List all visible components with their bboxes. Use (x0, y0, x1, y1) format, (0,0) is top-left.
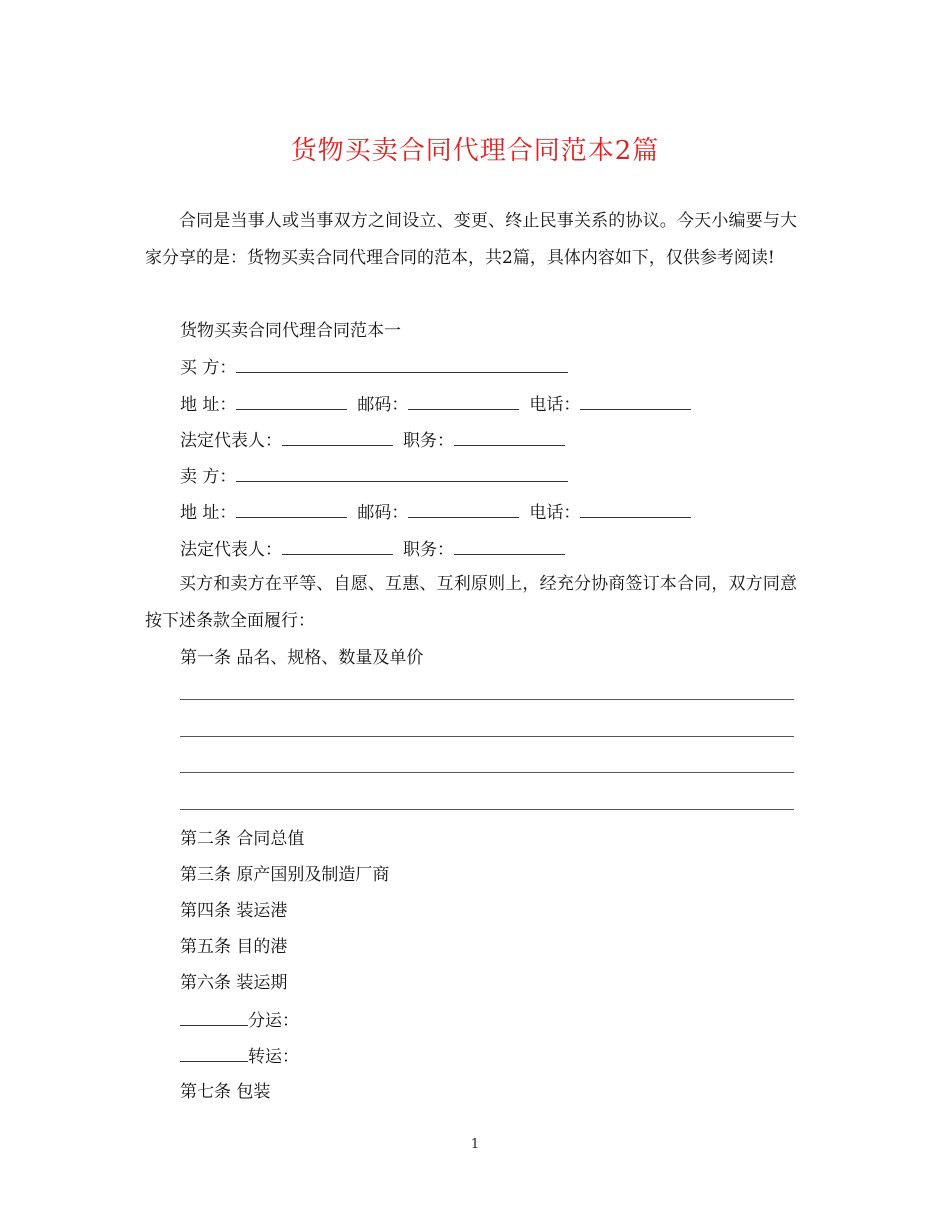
seller-phone-blank[interactable] (580, 501, 691, 518)
buyer-address-blank[interactable] (236, 393, 347, 410)
seller-rep-row (180, 538, 565, 561)
page-number: 1 (470, 1137, 480, 1152)
article-1-blank-line-1[interactable] (180, 699, 794, 700)
seller-postcode-blank[interactable] (408, 501, 519, 518)
buyer-rep-label: 法定代表人： (180, 431, 282, 451)
buyer-phone-blank[interactable] (580, 393, 691, 410)
seller-position-blank[interactable] (454, 538, 565, 555)
buyer-position-label: 职务： (403, 431, 454, 451)
article-2: 第二条 合同总值 (180, 829, 305, 849)
buyer-party-blank[interactable] (236, 356, 568, 373)
seller-rep-blank[interactable] (282, 538, 393, 555)
article-1-blank-line-3[interactable] (180, 772, 794, 773)
article-1: 第一条 品名、规格、数量及单价 (180, 648, 424, 668)
seller-party-blank[interactable] (236, 465, 568, 482)
buyer-rep-row (180, 429, 565, 452)
article-6: 第六条 装运期 (180, 973, 288, 993)
article-1-blank-line-2[interactable] (180, 736, 794, 737)
transshipment-blank[interactable] (180, 1045, 248, 1062)
buyer-rep-blank[interactable] (282, 429, 393, 446)
article-5: 第五条 目的港 (180, 937, 288, 957)
transshipment-row (180, 1045, 299, 1068)
agreement-paragraph: 买方和卖方在平等、自愿、互惠、互利原则上，经充分协商签订本合同，双方同意按下述条款全面履行： (145, 574, 797, 631)
buyer-address-label: 地 址： (180, 395, 237, 415)
sample-heading: 货物买卖合同代理合同范本一 (180, 321, 401, 341)
seller-address-label: 地 址： (180, 503, 237, 523)
article-3: 第三条 原产国别及制造厂商 (180, 865, 390, 885)
seller-contact-row (180, 501, 691, 524)
buyer-party-label: 买 方： (180, 358, 237, 378)
seller-phone-label: 电话： (529, 503, 581, 523)
intro-paragraph: 合同是当事人或当事双方之间设立、变更、终止民事关系的协议。今天小编要与大家分享的是：货物买卖合同代理合同的范本，共2篇，具体内容如下，仅供参考阅读! (145, 211, 797, 268)
transshipment-label: 转运： (248, 1047, 299, 1067)
seller-party-row (180, 465, 568, 488)
seller-position-label: 职务： (403, 540, 454, 560)
partial-shipment-row (180, 1009, 299, 1032)
article-4: 第四条 装运港 (180, 901, 288, 921)
buyer-postcode-blank[interactable] (408, 393, 519, 410)
partial-shipment-label: 分运： (248, 1011, 299, 1031)
buyer-postcode-label: 邮码： (357, 395, 409, 415)
seller-address-blank[interactable] (236, 501, 347, 518)
seller-party-label: 卖 方： (180, 467, 237, 487)
seller-postcode-label: 邮码： (357, 503, 409, 523)
partial-shipment-blank[interactable] (180, 1009, 248, 1026)
seller-rep-label: 法定代表人： (180, 540, 282, 560)
buyer-position-blank[interactable] (454, 429, 565, 446)
article-7: 第七条 包装 (180, 1082, 271, 1102)
document-title: 货物买卖合同代理合同范本2篇 (290, 136, 660, 166)
buyer-phone-label: 电话： (529, 395, 581, 415)
buyer-contact-row (180, 393, 691, 416)
buyer-party-row (180, 356, 568, 379)
article-1-blank-line-4[interactable] (180, 809, 794, 810)
